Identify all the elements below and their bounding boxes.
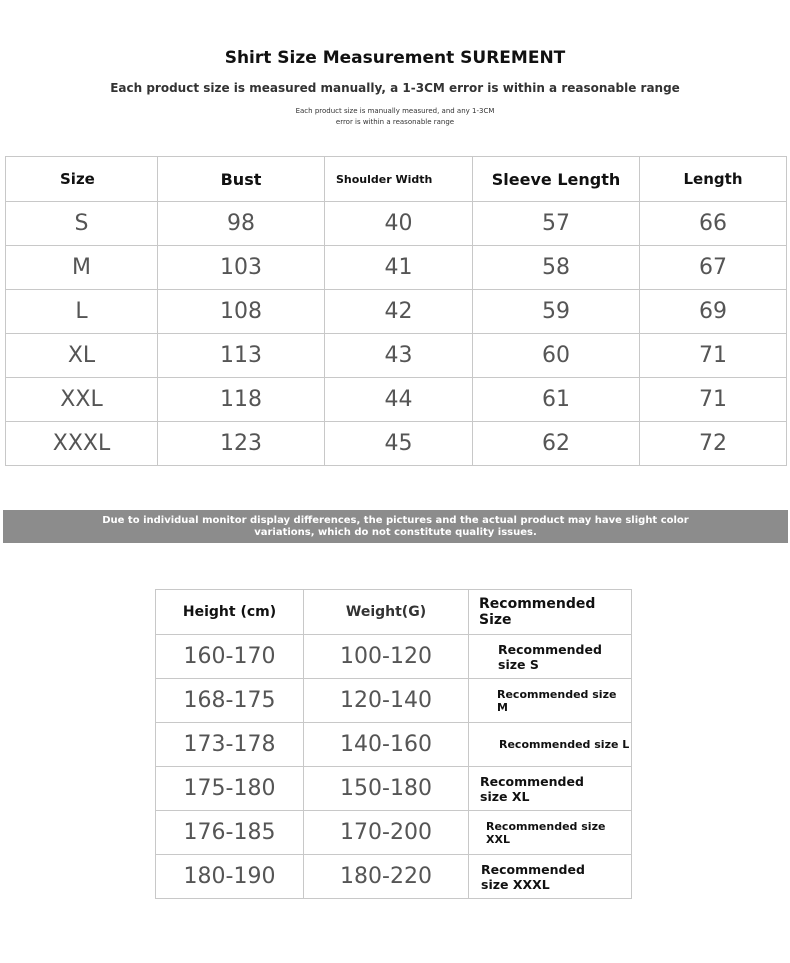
cell-recommended-size: Recommended size M [469,679,632,723]
cell-height: 173-178 [156,723,304,767]
cell-weight: 150-180 [304,767,469,811]
cell-bust: 118 [158,378,325,422]
cell-weight: 180-220 [304,855,469,899]
cell-sleeve-length: 60 [473,334,640,378]
table-row [156,811,632,855]
cell-weight: 170-200 [304,811,469,855]
cell-size: M [6,246,158,290]
table-row [6,246,787,290]
cell-sleeve-length: 62 [473,422,640,466]
cell-height: 168-175 [156,679,304,723]
cell-size: XXL [6,378,158,422]
cell-recommended-size: Recommended size XXXL [469,855,632,899]
cell-sleeve-length: 57 [473,202,640,246]
cell-length: 71 [640,334,787,378]
column-header-sleeve-length: Sleeve Length [473,157,640,202]
cell-shoulder-width: 45 [325,422,473,466]
cell-weight: 100-120 [304,635,469,679]
cell-recommended-size: Recommended size XXL [469,811,632,855]
cell-size: L [6,290,158,334]
table-row [6,334,787,378]
cell-size: S [6,202,158,246]
cell-length: 66 [640,202,787,246]
cell-weight: 140-160 [304,723,469,767]
cell-shoulder-width: 43 [325,334,473,378]
cell-weight: 120-140 [304,679,469,723]
cell-bust: 123 [158,422,325,466]
column-header-bust: Bust [158,157,325,202]
page-subtitle: Each product size is measured manually, a 1-3CM error is within a reasonable range [110,81,680,95]
cell-bust: 108 [158,290,325,334]
column-header-weight: Weight(G) [304,590,469,635]
table-row [156,723,632,767]
recommendation-header-row [156,590,632,635]
cell-height: 160-170 [156,635,304,679]
cell-length: 71 [640,378,787,422]
measurement-note-line1: Each product size is manually measured, and any 1-3CM [295,107,495,115]
column-header-recommended-size: Recommended Size [469,590,632,635]
cell-sleeve-length: 58 [473,246,640,290]
table-row [6,422,787,466]
table-row [156,679,632,723]
cell-length: 72 [640,422,787,466]
cell-sleeve-length: 59 [473,290,640,334]
cell-shoulder-width: 44 [325,378,473,422]
cell-height: 176-185 [156,811,304,855]
column-header-length: Length [640,157,787,202]
cell-height: 175-180 [156,767,304,811]
size-chart-header-row [6,157,787,202]
table-row [156,855,632,899]
cell-bust: 98 [158,202,325,246]
cell-recommended-size: Recommended size XL [469,767,632,811]
table-row [6,378,787,422]
cell-recommended-size: Recommended size S [469,635,632,679]
column-header-size: Size [6,157,158,202]
measurement-note-line2: error is within a reasonable range [335,118,455,126]
cell-length: 69 [640,290,787,334]
cell-bust: 113 [158,334,325,378]
size-recommendation-table [155,589,632,899]
cell-height: 180-190 [156,855,304,899]
cell-shoulder-width: 42 [325,290,473,334]
cell-sleeve-length: 61 [473,378,640,422]
measurement-note [245,106,545,128]
table-row [156,635,632,679]
cell-recommended-size: Recommended size L [469,723,632,767]
table-row [6,290,787,334]
color-disclaimer-banner [3,510,788,543]
cell-length: 67 [640,246,787,290]
cell-size: XL [6,334,158,378]
table-row [156,767,632,811]
color-disclaimer-text: Due to individual monitor display differences, the pictures and the actual product may have slight color variations, which do not constitute quality issues. [102,514,689,538]
cell-bust: 103 [158,246,325,290]
page-title: Shirt Size Measurement SUREMENT [224,48,566,68]
column-header-shoulder-width: Shoulder Width [325,157,473,202]
cell-shoulder-width: 41 [325,246,473,290]
table-row [6,202,787,246]
cell-size: XXXL [6,422,158,466]
size-chart-table [5,156,787,466]
cell-shoulder-width: 40 [325,202,473,246]
column-header-height: Height (cm) [156,590,304,635]
